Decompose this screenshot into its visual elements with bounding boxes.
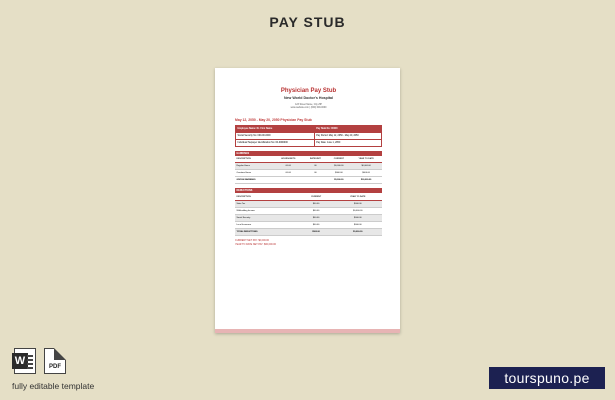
column-header: DESCRIPTION (235, 156, 273, 163)
text-line (27, 363, 33, 365)
brand-badge[interactable]: tourspuno.pe (489, 367, 605, 389)
table-cell: $000.00 (299, 228, 334, 235)
page-title: PAY STUB (269, 14, 346, 30)
word-letter: W (12, 353, 28, 369)
table-cell: Local Insurance (235, 221, 299, 228)
column-header: YEAR TO DATE (334, 193, 382, 200)
pay-stub-number: Pay Stub No: 00000 (314, 125, 381, 132)
format-icons (14, 348, 66, 374)
table-cell: 00 (303, 163, 327, 170)
column-header: HOURS/UNITS (273, 156, 303, 163)
table-cell: 00.00 (273, 170, 303, 177)
table-cell: $000.00 (350, 170, 382, 177)
pay-period-heading: May 12, 2050 - May 20, 2050 Physician Pay Stub (235, 117, 312, 122)
table-row (235, 170, 382, 177)
hospital-name: New World Doctor's Hospital (283, 96, 334, 100)
table-row (235, 207, 382, 214)
pay-date: Pay Date: June 1, 2050 (314, 139, 381, 146)
table-cell: $00.00 (299, 207, 334, 214)
employee-info-table (235, 125, 382, 147)
table-row (235, 214, 382, 221)
table-total-row (235, 177, 382, 184)
table-header-row (235, 193, 382, 200)
word-file-icon (14, 348, 36, 374)
info-row (236, 139, 382, 146)
table-total-row (235, 228, 382, 235)
deductions-heading: DEDUCTIONS (235, 188, 382, 193)
info-row (236, 132, 382, 139)
table-cell: Overtime Hours (235, 170, 273, 177)
text-line (27, 359, 33, 361)
table-cell: Regular Hours (235, 163, 273, 170)
table-cell: $00.00 (299, 200, 334, 207)
table-cell: $0,000.00 (327, 177, 350, 184)
page-fold (54, 348, 66, 360)
text-line (27, 367, 33, 369)
table-cell: $0,000.00 (350, 163, 382, 170)
taxpayer-id: Individual Taxpayer Identification No: 00-0000000 (236, 139, 315, 146)
info-header-row (236, 125, 382, 132)
column-header: YEAR TO DATE (350, 156, 382, 163)
pdf-file-icon (44, 348, 66, 374)
table-header-row (235, 156, 382, 163)
document-footer-bar (215, 329, 400, 333)
table-cell: $00,000.00 (350, 177, 382, 184)
table-row (235, 163, 382, 170)
table-cell: Social Security (235, 214, 299, 221)
table-cell: $000.00 (334, 200, 382, 207)
table-cell: $000.00 (334, 221, 382, 228)
table-cell (303, 177, 327, 184)
table-cell: 00 (303, 170, 327, 177)
deductions-table (235, 193, 382, 236)
table-cell: Withholding Income (235, 207, 299, 214)
text-line (27, 355, 33, 357)
table-cell: $000.00 (327, 170, 350, 177)
table-cell (273, 177, 303, 184)
table-row (235, 200, 382, 207)
table-cell: $000.00 (334, 214, 382, 221)
table-cell: TOTAL DEDUCTIONS (235, 228, 299, 235)
address-line: 123 Street Name, City ZIP (295, 104, 322, 106)
column-header: CURRENT (299, 193, 334, 200)
table-cell: GROSS EARNINGS (235, 177, 273, 184)
table-cell: $0,000.00 (334, 207, 382, 214)
table-cell: $00.00 (299, 214, 334, 221)
ytd-net-pay: YEAR TO DATE NET PAY: $00,000.00 (235, 242, 276, 246)
document-content (235, 88, 382, 246)
ssn: Social Security No: 000-00-0000 (236, 132, 315, 139)
column-header: RATE/UNIT (303, 156, 327, 163)
fully-editable-label: fully editable template (12, 381, 95, 391)
table-row (235, 221, 382, 228)
deductions-section (235, 188, 382, 236)
pay-stub-document-preview (215, 68, 400, 333)
pdf-label: PDF (49, 364, 61, 370)
table-cell: $0,000.00 (327, 163, 350, 170)
earnings-heading: EARNINGS (235, 151, 382, 156)
earnings-section (235, 151, 382, 185)
column-header: DESCRIPTION (235, 193, 299, 200)
table-cell: $00.00 (299, 221, 334, 228)
hospital-address (235, 104, 382, 110)
column-header: CURRENT (327, 156, 350, 163)
pay-period: Pay Period: May 12, 2050 - May 20, 2050 (314, 132, 381, 139)
current-net-pay: CURRENT NET PAY: $0,000.00 (235, 238, 269, 242)
table-cell: $0,000.00 (334, 228, 382, 235)
table-cell: State Tax (235, 200, 299, 207)
earnings-table (235, 156, 382, 185)
table-cell: 00.00 (273, 163, 303, 170)
document-title: Physician Pay Stub (280, 88, 337, 94)
employee-name: Employee Name: Dr. First Name (236, 125, 315, 132)
contact-line: www.website.com | (000) 000-0000 (290, 106, 327, 109)
